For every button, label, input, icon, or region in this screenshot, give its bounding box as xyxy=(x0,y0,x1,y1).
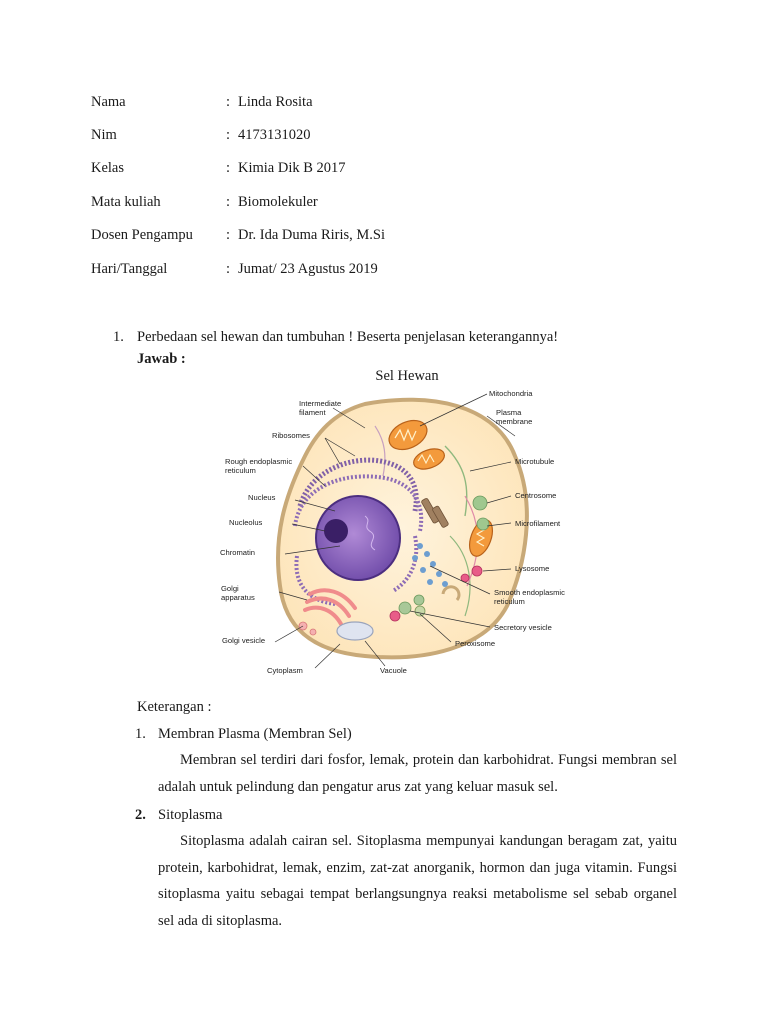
info-value: Dr. Ida Duma Riris, M.Si xyxy=(238,227,386,243)
question-number: 1. xyxy=(113,329,124,345)
label-ribosomes: Ribosomes xyxy=(272,431,310,440)
label-secretory-vesicle: Secretory vesicle xyxy=(494,623,552,632)
item-title: Membran Plasma (Membran Sel) xyxy=(158,726,352,742)
label-cytoplasm: Cytoplasm xyxy=(267,666,303,675)
label-microfilament: Microfilament xyxy=(515,519,561,528)
question-text: Perbedaan sel hewan dan tumbuhan ! Beserta penjelasan keterangannya! xyxy=(137,329,559,345)
label-smooth-er-2: reticulum xyxy=(494,597,525,606)
info-colon: : xyxy=(226,227,231,243)
info-label: Nim xyxy=(91,127,117,143)
label-vacuole: Vacuole xyxy=(380,666,407,675)
label-centrosome: Centrosome xyxy=(515,491,557,500)
label-golgi-vesicle: Golgi vesicle xyxy=(222,636,266,645)
figure-title: Sel Hewan xyxy=(375,368,439,384)
label-chromatin: Chromatin xyxy=(220,548,256,557)
item-number: 2. xyxy=(135,807,146,823)
label-smooth-er: Smooth endoplasmic xyxy=(494,588,565,597)
item-title: Sitoplasma xyxy=(158,807,223,823)
info-label: Hari/Tanggal xyxy=(91,261,168,277)
lysosome xyxy=(472,566,482,576)
info-colon: : xyxy=(226,261,231,277)
label-peroxisome: Peroxisome xyxy=(455,639,496,648)
label-nucleus: Nucleus xyxy=(248,493,276,502)
info-value: Jumat/ 23 Agustus 2019 xyxy=(238,261,378,277)
info-value: Linda Rosita xyxy=(238,94,313,110)
info-value: 4173131020 xyxy=(238,127,311,143)
keterangan-heading: Keterangan : xyxy=(137,699,212,715)
item-body: Sitoplasma adalah cairan sel. Sitoplasma mempunyai kandungan beragam zat, yaitu protein, karbohidrat, lemak, enzim, zat-zat anorganik, hormon dan juga vitamin. Fungsi sitoplasma yaitu sebagai tempat berlangsungnya reaksi metabolisme sel sebab organel sel ada di sitoplasma. xyxy=(158,833,677,929)
label-intermediate-filament-2: filament xyxy=(299,408,326,417)
info-colon: : xyxy=(226,94,231,110)
info-value: Kimia Dik B 2017 xyxy=(238,160,346,176)
info-label: Kelas xyxy=(91,160,125,176)
label-microtubule: Microtubule xyxy=(515,457,555,466)
label-lysosome: Lysosome xyxy=(515,564,550,573)
label-golgi-apparatus-2: apparatus xyxy=(221,593,255,602)
label-nucleolus: Nucleolus xyxy=(229,518,263,527)
animal-cell-diagram xyxy=(215,386,575,682)
nucleolus xyxy=(324,519,348,543)
vacuole xyxy=(337,622,373,640)
info-colon: : xyxy=(226,160,231,176)
label-rough-er-2: reticulum xyxy=(225,466,256,475)
item-number: 1. xyxy=(135,726,146,742)
peroxisome xyxy=(415,606,425,616)
info-colon: : xyxy=(226,194,231,210)
peroxisome xyxy=(390,611,400,621)
label-intermediate-filament: Intermediate xyxy=(299,399,342,408)
label-rough-er: Rough endoplasmic xyxy=(225,457,293,466)
label-mitochondria: Mitochondria xyxy=(489,389,533,398)
answer-label: Jawab : xyxy=(137,351,186,367)
info-label: Dosen Pengampu xyxy=(91,227,193,243)
info-value: Biomolekuler xyxy=(238,194,318,210)
label-plasma-membrane: Plasma xyxy=(496,408,522,417)
item-body: Membran sel terdiri dari fosfor, lemak, protein dan karbohidrat. Fungsi membran sel adalah untuk pelindung dan pengatur arus zat yang keluar masuk sel. xyxy=(158,752,677,795)
secretory-vesicle xyxy=(399,602,411,614)
label-plasma-membrane-2: membrane xyxy=(496,417,533,426)
info-label: Nama xyxy=(91,94,126,110)
info-label: Mata kuliah xyxy=(91,194,161,210)
info-colon: : xyxy=(226,127,231,143)
label-golgi-apparatus: Golgi xyxy=(221,584,239,593)
